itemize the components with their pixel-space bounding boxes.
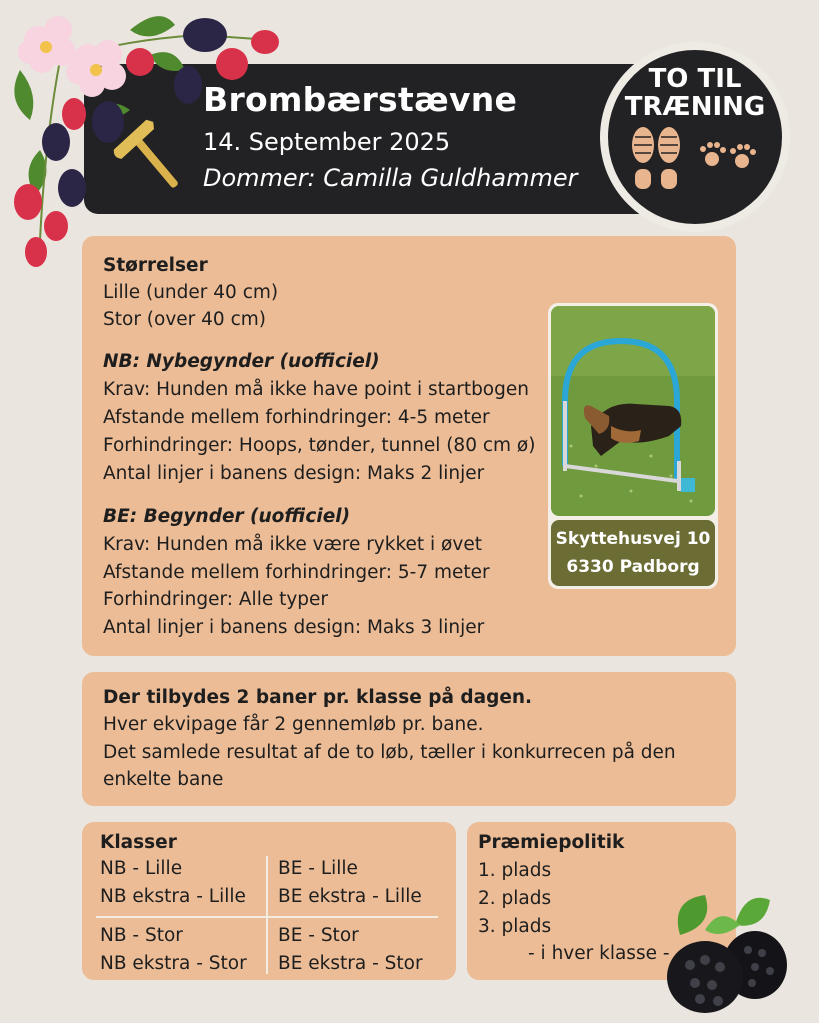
prize-heading: Præmiepolitik: [478, 832, 625, 853]
prize-third: 3. plads: [478, 916, 552, 937]
event-date: 14. September 2025: [203, 128, 451, 156]
event-title: Brombærstævne: [203, 80, 518, 119]
classes-vertical-divider: [266, 856, 268, 974]
sizes-heading: Størrelser: [103, 255, 208, 276]
prize-second: 2. plads: [478, 888, 552, 909]
courses-heading: Der tilbydes 2 baner pr. klasse på dagen.: [103, 687, 533, 708]
be-distance: Afstande mellem forhindringer: 5-7 meter: [103, 562, 490, 583]
courses-result-cont: enkelte bane: [103, 769, 224, 790]
nb-requirement: Krav: Hunden må ikke have point i startbogen: [103, 379, 529, 400]
be-requirement: Krav: Hunden må ikke være rykket i øvet: [103, 534, 482, 555]
logo-text-line2: TRÆNING: [624, 92, 766, 122]
class-nb-large: NB - Stor: [100, 925, 183, 946]
prize-first: 1. plads: [478, 860, 552, 881]
classes-heading: Klasser: [100, 832, 177, 853]
be-obstacles: Forhindringer: Alle typer: [103, 589, 329, 610]
size-large: Stor (over 40 cm): [103, 309, 266, 330]
nb-lines: Antal linjer i banens design: Maks 2 linjer: [103, 463, 485, 484]
class-be-extra-small: BE ekstra - Lille: [278, 886, 422, 907]
class-be-large: BE - Stor: [278, 925, 359, 946]
event-judge: Dommer: Camilla Guldhammer: [203, 164, 578, 192]
nb-obstacles: Forhindringer: Hoops, tønder, tunnel (80 cm ø): [103, 435, 536, 456]
footprints-paws-icon: [625, 125, 765, 200]
nb-heading: NB: Nybegynder (uofficiel): [103, 351, 380, 372]
class-nb-extra-large: NB ekstra - Stor: [100, 953, 247, 974]
class-nb-extra-small: NB ekstra - Lille: [100, 886, 246, 907]
courses-result: Det samlede resultat af de to løb, tæller i konkurrecen på den: [103, 742, 676, 763]
size-small: Lille (under 40 cm): [103, 282, 279, 303]
class-be-small: BE - Lille: [278, 858, 358, 879]
courses-runs: Hver ekvipage får 2 gennemløb pr. bane.: [103, 714, 484, 735]
address-city: 6330 Padborg: [566, 557, 700, 577]
dog-agility-photo: [551, 306, 715, 516]
classes-horizontal-divider: [96, 916, 438, 918]
class-be-extra-large: BE ekstra - Stor: [278, 953, 423, 974]
nb-distance: Afstande mellem forhindringer: 4-5 meter: [103, 407, 490, 428]
prize-note: - i hver klasse -: [528, 943, 670, 964]
logo-text-line1: TO TIL: [648, 64, 742, 94]
be-heading: BE: Begynder (uofficiel): [103, 506, 351, 527]
class-nb-small: NB - Lille: [100, 858, 183, 879]
be-lines: Antal linjer i banens design: Maks 3 linjer: [103, 617, 485, 638]
blackberries-decoration: [660, 885, 800, 1020]
address-street: Skyttehusvej 10: [555, 529, 711, 549]
